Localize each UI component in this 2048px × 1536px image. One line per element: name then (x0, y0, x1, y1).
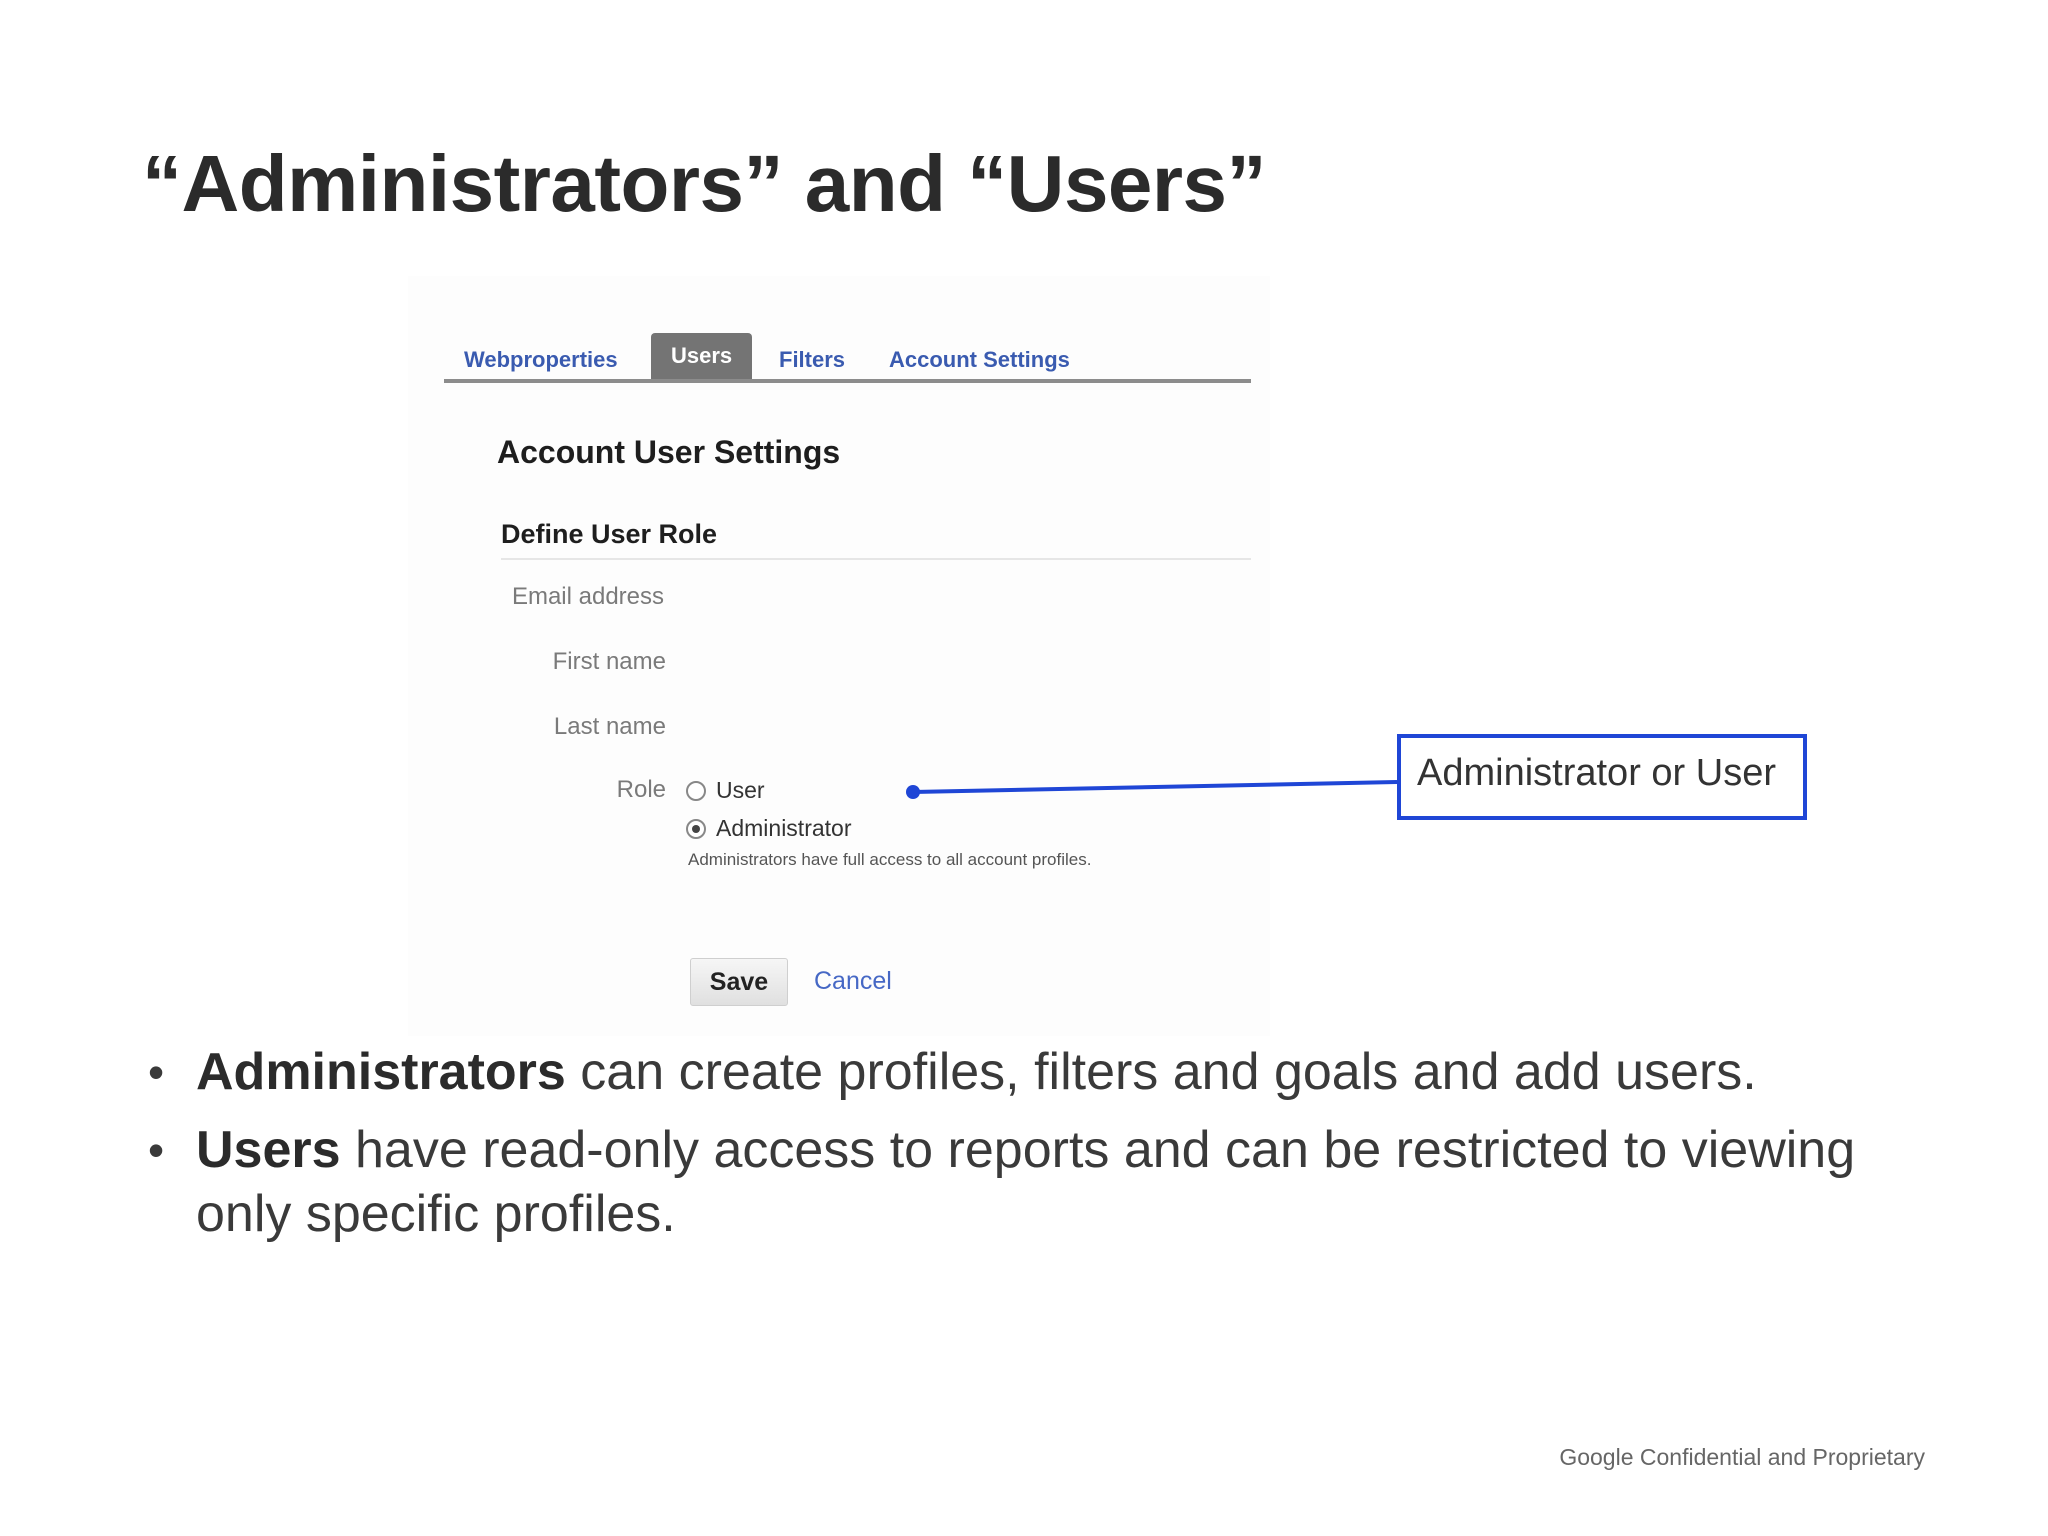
role-label: Role (616, 776, 666, 803)
tab-users[interactable]: Users (651, 333, 752, 379)
bullet-bold: Administrators (196, 1043, 566, 1101)
slide-title: “Administrators” and “Users” (142, 139, 1267, 228)
cancel-link[interactable]: Cancel (814, 967, 892, 995)
tab-webproperties[interactable]: Webproperties (464, 347, 618, 372)
role-option-user-label: User (716, 777, 765, 803)
radio-administrator[interactable] (686, 819, 706, 839)
bullet-item-users (142, 1118, 1942, 1246)
bullet-text: can create profiles, filters and goals and add users. (565, 1043, 1757, 1101)
role-option-user[interactable] (686, 777, 765, 804)
subsection-title: Define User Role (501, 519, 1251, 560)
radio-user[interactable] (686, 781, 706, 801)
callout-box: Administrator or User (1397, 734, 1807, 820)
bullet-dot: • (148, 1046, 165, 1098)
bullet-bold: Users (196, 1121, 341, 1179)
tab-account-settings[interactable]: Account Settings (889, 347, 1070, 372)
section-title: Account User Settings (497, 434, 841, 470)
first-name-label: First name (552, 648, 666, 675)
save-button[interactable]: Save (690, 958, 788, 1006)
role-option-administrator[interactable] (686, 815, 851, 842)
bullet-text: have read-only access to reports and can be restricted to viewing only specific profiles. (196, 1121, 1856, 1243)
role-option-administrator-label: Administrator (716, 815, 852, 841)
tab-filters[interactable]: Filters (779, 347, 846, 372)
bullet-dot: • (148, 1124, 165, 1176)
role-help-text: Administrators have full access to all account profiles. (688, 850, 1092, 869)
email-label: Email address (511, 583, 664, 610)
bullet-item-administrators (142, 1040, 1942, 1104)
bullet-list (142, 1040, 1942, 1260)
tab-bar (444, 333, 1251, 383)
footer-confidential: Google Confidential and Proprietary (1559, 1444, 1925, 1470)
last-name-label: Last name (553, 713, 666, 740)
